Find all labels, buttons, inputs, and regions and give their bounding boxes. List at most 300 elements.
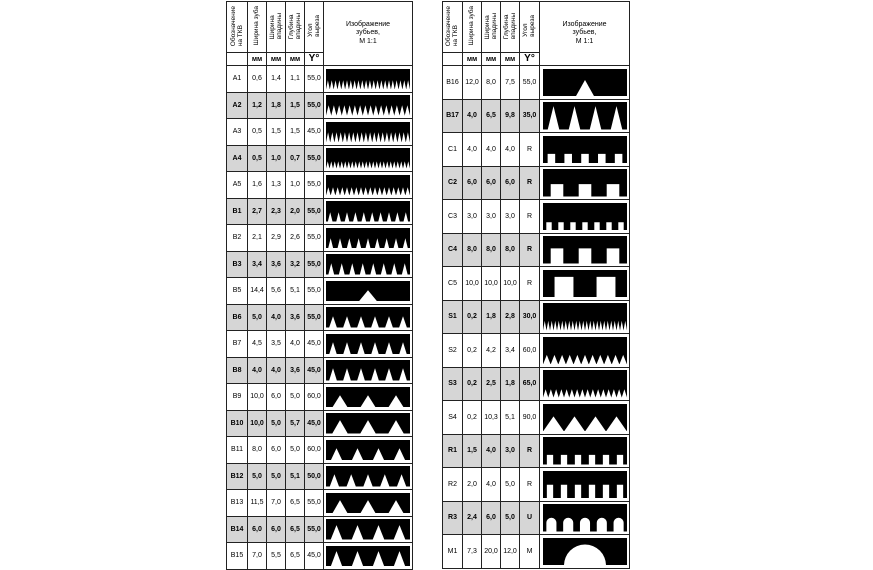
tooth-notch [606, 184, 619, 196]
width-cell: 0,2 [463, 300, 482, 334]
table-row [227, 543, 413, 570]
code-cell: B8 [227, 357, 248, 384]
tooth-notch [578, 184, 591, 196]
tooth-notch [602, 484, 608, 498]
tooth-table-right [442, 1, 630, 569]
tooth-profile-cell [540, 66, 630, 100]
tooth-width-cell: 4,0 [482, 434, 501, 468]
width-cell: 2,1 [248, 225, 267, 252]
tooth-profile-trap [326, 466, 410, 487]
angle-cell: 55,0 [305, 172, 324, 199]
width-cell: 7,0 [248, 543, 267, 570]
tooth-profile-cell [540, 200, 630, 234]
tooth-profile-saw [326, 95, 410, 116]
table-row [227, 437, 413, 464]
table-row [227, 490, 413, 517]
tooth-profile-trap [326, 307, 410, 328]
unit-angle: Y° [305, 53, 324, 66]
header-tooth-width: Ширина впадины [482, 2, 501, 53]
depth-cell: 10,0 [501, 267, 520, 301]
tooth-profile-trap [326, 519, 410, 540]
header-image: Изображение зубьев, М 1:1 [324, 2, 413, 66]
table-row [227, 410, 413, 437]
tooth-width-cell: 7,0 [267, 490, 286, 517]
header-image: Изображение зубьев, М 1:1 [540, 2, 630, 66]
tooth-profile-single [326, 281, 410, 302]
tooth-profile-body [326, 254, 410, 275]
tooth-notch [578, 248, 591, 263]
tooth-profile-cell [540, 99, 630, 133]
tooth-notch [546, 222, 551, 230]
header-designation: Обозначение на ТКВ [443, 2, 463, 53]
tooth-profile-cell [540, 367, 630, 401]
depth-cell: 1,8 [501, 367, 520, 401]
table-row [443, 501, 630, 535]
width-cell: 0,5 [248, 145, 267, 172]
tooth-notch [614, 153, 622, 163]
tooth-profile-rect [543, 437, 627, 465]
unit-angle: Y° [520, 53, 540, 66]
tooth-width-cell: 6,0 [267, 516, 286, 543]
code-cell: C1 [443, 133, 463, 167]
tooth-profile-body [326, 122, 410, 143]
table-row [443, 267, 630, 301]
depth-cell: 1,1 [286, 66, 305, 93]
width-cell: 12,0 [463, 66, 482, 100]
tooth-notch [574, 455, 580, 465]
table-row [443, 133, 630, 167]
tooth-profile-trap [326, 413, 410, 434]
tooth-profile-cell [324, 66, 413, 93]
tooth-notch [598, 153, 606, 163]
table-row [443, 200, 630, 234]
code-cell: B6 [227, 304, 248, 331]
tooth-notch [606, 248, 619, 263]
code-cell: A4 [227, 145, 248, 172]
code-cell: A2 [227, 92, 248, 119]
code-cell: S3 [443, 367, 463, 401]
tooth-width-cell: 5,5 [267, 543, 286, 570]
tooth-profile-cell [324, 516, 413, 543]
angle-cell: 60,0 [305, 384, 324, 411]
code-cell: B2 [227, 225, 248, 252]
header-width: Ширина зуба [463, 2, 482, 53]
angle-cell: 55,0 [305, 516, 324, 543]
tooth-profile-cell [540, 334, 630, 368]
depth-cell: 3,6 [286, 304, 305, 331]
angle-cell: 90,0 [520, 401, 540, 435]
depth-cell: 3,4 [501, 334, 520, 368]
tooth-notch [588, 484, 594, 498]
depth-cell: 5,1 [501, 401, 520, 435]
tooth-width-cell: 10,0 [482, 267, 501, 301]
tooth-profile-saw [543, 370, 627, 398]
angle-cell: 55,0 [305, 304, 324, 331]
depth-cell: 4,0 [501, 133, 520, 167]
tooth-width-cell: 4,0 [482, 468, 501, 502]
tooth-profile-cell [324, 145, 413, 172]
unit-mm: мм [501, 53, 520, 66]
tooth-notch [560, 455, 566, 465]
depth-cell: 3,6 [286, 357, 305, 384]
tooth-width-cell: 2,9 [267, 225, 286, 252]
width-cell: 2,0 [463, 468, 482, 502]
tooth-notch [546, 484, 552, 498]
tooth-profile-body [543, 437, 627, 465]
angle-cell: 55,0 [305, 251, 324, 278]
tooth-profile-cell [324, 490, 413, 517]
tooth-profile-rect [543, 471, 627, 499]
angle-cell: 45,0 [305, 357, 324, 384]
depth-cell: 1,0 [286, 172, 305, 199]
tooth-profile-rect [543, 236, 627, 264]
tooth-profile-trap [326, 440, 410, 461]
tooth-width-cell: 3,6 [267, 251, 286, 278]
tooth-profile-cell [324, 410, 413, 437]
angle-cell: 35,0 [520, 99, 540, 133]
angle-cell: R [520, 468, 540, 502]
table-row [227, 331, 413, 358]
tooth-profile-cell [324, 198, 413, 225]
tooth-notch [602, 455, 608, 465]
table-row [227, 516, 413, 543]
table-row [227, 119, 413, 146]
depth-cell: 6,5 [286, 516, 305, 543]
code-cell: C5 [443, 267, 463, 301]
tooth-profile-rect [543, 136, 627, 164]
angle-cell: R [520, 200, 540, 234]
width-cell: 5,0 [248, 463, 267, 490]
unit-mm: мм [463, 53, 482, 66]
tooth-width-cell: 6,0 [482, 501, 501, 535]
tooth-profile-cell [540, 233, 630, 267]
width-cell: 10,0 [248, 410, 267, 437]
tooth-width-cell: 8,0 [482, 66, 501, 100]
tooth-notch [554, 276, 573, 297]
code-cell: A3 [227, 119, 248, 146]
depth-cell: 5,0 [286, 384, 305, 411]
depth-cell: 0,7 [286, 145, 305, 172]
tooth-profile-cell [324, 331, 413, 358]
tooth-profile-cell [324, 543, 413, 570]
tooth-notch [558, 222, 563, 230]
unit-cell [227, 53, 248, 66]
table-row [227, 251, 413, 278]
angle-cell: U [520, 501, 540, 535]
code-cell: B13 [227, 490, 248, 517]
tooth-profile-trap [326, 254, 410, 275]
tooth-width-cell: 20,0 [482, 535, 501, 569]
depth-cell: 8,0 [501, 233, 520, 267]
angle-cell: 60,0 [520, 334, 540, 368]
tooth-profile-saw [326, 69, 410, 90]
table-row [443, 535, 630, 569]
tooth-profile-cell [324, 278, 413, 305]
code-cell: A1 [227, 66, 248, 93]
tooth-notch [588, 455, 594, 465]
width-cell: 4,5 [248, 331, 267, 358]
angle-cell: 60,0 [305, 437, 324, 464]
depth-cell: 5,0 [501, 501, 520, 535]
tooth-notch [596, 276, 615, 297]
width-cell: 4,0 [248, 357, 267, 384]
width-cell: 8,0 [463, 233, 482, 267]
tooth-notch [582, 222, 587, 230]
tooth-profile-cell [324, 251, 413, 278]
tooth-profile-cell [540, 468, 630, 502]
width-cell: 11,5 [248, 490, 267, 517]
depth-cell: 1,5 [286, 119, 305, 146]
code-cell: B1 [227, 198, 248, 225]
tooth-profile-trap [326, 546, 410, 567]
tooth-table-left [226, 1, 413, 570]
table-row [443, 99, 630, 133]
tooth-width-cell: 10,3 [482, 401, 501, 435]
tooth-profile-cell [324, 463, 413, 490]
width-cell: 2,7 [248, 198, 267, 225]
tooth-notch [616, 455, 622, 465]
tooth-width-cell: 1,8 [482, 300, 501, 334]
tooth-profile-cell [540, 434, 630, 468]
code-cell: B14 [227, 516, 248, 543]
code-cell: M1 [443, 535, 463, 569]
angle-cell: 55,0 [305, 92, 324, 119]
width-cell: 0,2 [463, 401, 482, 435]
angle-cell: 45,0 [305, 331, 324, 358]
tooth-notch [594, 222, 599, 230]
angle-cell: 30,0 [520, 300, 540, 334]
table-row [227, 278, 413, 305]
tooth-width-cell: 5,0 [267, 410, 286, 437]
table-row [443, 66, 630, 100]
tooth-width-cell: 8,0 [482, 233, 501, 267]
tooth-notch [563, 518, 573, 532]
tooth-notch [570, 222, 575, 230]
table-row [443, 334, 630, 368]
depth-cell: 5,1 [286, 463, 305, 490]
tooth-profile-body [326, 307, 410, 328]
width-cell: 7,3 [463, 535, 482, 569]
tooth-notch [606, 222, 611, 230]
width-cell: 6,0 [463, 166, 482, 200]
tooth-width-cell: 1,0 [267, 145, 286, 172]
tooth-notch [596, 518, 606, 532]
tooth-width-cell: 1,3 [267, 172, 286, 199]
angle-cell: 65,0 [520, 367, 540, 401]
tooth-profile-cell [324, 225, 413, 252]
code-cell: C4 [443, 233, 463, 267]
depth-cell: 7,5 [501, 66, 520, 100]
table-row [227, 357, 413, 384]
tooth-profile-cell [540, 401, 630, 435]
angle-cell: R [520, 233, 540, 267]
tooth-notch [547, 153, 555, 163]
tooth-profile-body [326, 360, 410, 381]
width-cell: 1,5 [463, 434, 482, 468]
code-cell: B7 [227, 331, 248, 358]
table-row [443, 434, 630, 468]
depth-cell: 6,5 [286, 490, 305, 517]
code-cell: R2 [443, 468, 463, 502]
depth-cell: 5,1 [286, 278, 305, 305]
tooth-profile-saw [543, 303, 627, 331]
tooth-width-cell: 4,0 [482, 133, 501, 167]
depth-cell: 6,5 [286, 543, 305, 570]
tooth-notch [581, 153, 589, 163]
angle-cell: R [520, 133, 540, 167]
depth-cell: 5,0 [286, 437, 305, 464]
tooth-profile-trap [326, 334, 410, 355]
tooth-profile-trap [543, 102, 627, 130]
tooth-notch [564, 153, 572, 163]
table-row [443, 401, 630, 435]
tooth-profile-cell [324, 304, 413, 331]
angle-cell: 50,0 [305, 463, 324, 490]
code-cell: R3 [443, 501, 463, 535]
code-cell: B12 [227, 463, 248, 490]
angle-cell: 55,0 [305, 278, 324, 305]
tooth-notch [574, 484, 580, 498]
depth-cell: 2,6 [286, 225, 305, 252]
angle-cell: 45,0 [305, 410, 324, 437]
table-row [227, 225, 413, 252]
code-cell: C2 [443, 166, 463, 200]
tooth-profile-trap [326, 387, 410, 408]
width-cell: 10,0 [248, 384, 267, 411]
width-cell: 0,6 [248, 66, 267, 93]
tooth-profile-cell [540, 300, 630, 334]
width-cell: 10,0 [463, 267, 482, 301]
tooth-profile-trap [326, 201, 410, 222]
header-depth: Глубина впадины [286, 2, 305, 53]
table-row [227, 145, 413, 172]
width-cell: 3,0 [463, 200, 482, 234]
tooth-profile-cell [324, 92, 413, 119]
tooth-profile-trap [326, 493, 410, 514]
angle-cell: 45,0 [305, 119, 324, 146]
depth-cell: 2,8 [501, 300, 520, 334]
table-row [227, 198, 413, 225]
tooth-width-cell: 2,5 [482, 367, 501, 401]
depth-cell: 3,0 [501, 200, 520, 234]
depth-cell: 6,0 [501, 166, 520, 200]
table-row [227, 463, 413, 490]
width-cell: 2,4 [463, 501, 482, 535]
code-cell: A5 [227, 172, 248, 199]
unit-mm: мм [482, 53, 501, 66]
tooth-width-cell: 2,3 [267, 198, 286, 225]
tooth-profile-cell [540, 501, 630, 535]
code-cell: B17 [443, 99, 463, 133]
header-tooth-width: Ширина впадины [267, 2, 286, 53]
table-row [443, 468, 630, 502]
tooth-width-cell: 1,8 [267, 92, 286, 119]
depth-cell: 3,0 [501, 434, 520, 468]
tooth-profile-body [543, 471, 627, 499]
tooth-profile-saw [543, 337, 627, 365]
angle-cell: 55,0 [305, 145, 324, 172]
tooth-profile-rect [543, 270, 627, 298]
angle-cell: 55,0 [520, 66, 540, 100]
tooth-width-cell: 6,5 [482, 99, 501, 133]
width-cell: 1,2 [248, 92, 267, 119]
header-depth: Глубина впадины [501, 2, 520, 53]
depth-cell: 9,8 [501, 99, 520, 133]
tooth-width-cell: 1,5 [267, 119, 286, 146]
tooth-profile-cell [324, 437, 413, 464]
tooth-profile-cell [540, 166, 630, 200]
angle-cell: 55,0 [305, 225, 324, 252]
table-row [443, 367, 630, 401]
code-cell: B10 [227, 410, 248, 437]
code-cell: S1 [443, 300, 463, 334]
tooth-width-cell: 4,0 [267, 357, 286, 384]
unit-mm: мм [286, 53, 305, 66]
tooth-profile-body [326, 334, 410, 355]
header-width: Ширина зуба [248, 2, 267, 53]
angle-cell: 45,0 [305, 543, 324, 570]
depth-cell: 12,0 [501, 535, 520, 569]
tooth-profile-cell [324, 172, 413, 199]
tooth-notch [546, 518, 556, 532]
tooth-notch [550, 248, 563, 263]
table-row [443, 300, 630, 334]
tooth-notch [546, 455, 552, 465]
tooth-width-cell: 6,0 [482, 166, 501, 200]
unit-mm: мм [248, 53, 267, 66]
width-cell: 1,6 [248, 172, 267, 199]
tooth-profile-saw [326, 148, 410, 169]
angle-cell: 55,0 [305, 490, 324, 517]
angle-cell: 55,0 [305, 198, 324, 225]
tooth-notch [616, 484, 622, 498]
table-row [443, 166, 630, 200]
width-cell: 0,5 [248, 119, 267, 146]
angle-cell: R [520, 166, 540, 200]
tooth-profile-cell [324, 119, 413, 146]
header-angle: Угол выреза [520, 2, 540, 53]
code-cell: B11 [227, 437, 248, 464]
depth-cell: 2,0 [286, 198, 305, 225]
angle-cell: 55,0 [305, 66, 324, 93]
depth-cell: 5,0 [501, 468, 520, 502]
tooth-width-cell: 4,0 [267, 304, 286, 331]
tooth-width-cell: 4,2 [482, 334, 501, 368]
depth-cell: 3,2 [286, 251, 305, 278]
tooth-profile-arch [543, 504, 627, 532]
tooth-profile-trap [326, 228, 410, 249]
code-cell: B15 [227, 543, 248, 570]
tooth-width-cell: 3,5 [267, 331, 286, 358]
tooth-profile-saw [326, 175, 410, 196]
table-row [227, 92, 413, 119]
tooth-width-cell: 5,0 [267, 463, 286, 490]
table-row [227, 304, 413, 331]
width-cell: 3,4 [248, 251, 267, 278]
table-row [227, 172, 413, 199]
tooth-notch [613, 518, 623, 532]
width-cell: 0,2 [463, 334, 482, 368]
tooth-notch [618, 222, 623, 230]
depth-cell: 1,5 [286, 92, 305, 119]
code-cell: R1 [443, 434, 463, 468]
tooth-notch [579, 518, 589, 532]
tooth-width-cell: 6,0 [267, 437, 286, 464]
width-cell: 0,2 [463, 367, 482, 401]
tooth-profile-rect [543, 203, 627, 231]
header-designation: Обозначение на ТКВ [227, 2, 248, 53]
width-cell: 4,0 [463, 99, 482, 133]
